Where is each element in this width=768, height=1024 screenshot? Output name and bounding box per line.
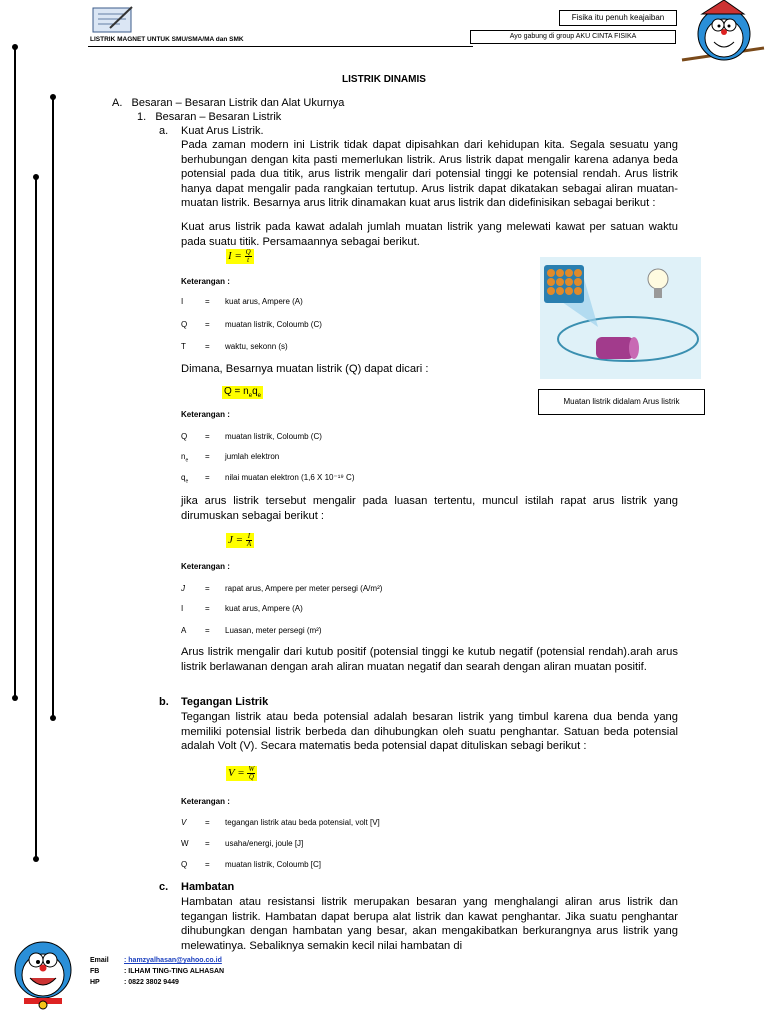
item-a-paragraph-3: Dimana, Besarnya muatan listrik (Q) dapat dicari : xyxy=(181,363,429,375)
item-b-label: b. xyxy=(159,696,169,708)
ket-desc: kuat arus, Ampere (A) xyxy=(225,604,303,613)
ket-symbol: Q xyxy=(181,432,188,441)
formula-current-den: t xyxy=(247,256,250,264)
footer-fb: : ILHAM TING-TING ALHASAN xyxy=(124,968,225,975)
ket-symbol: I xyxy=(181,604,184,613)
ket-desc: muatan listrik, Coloumb [C] xyxy=(225,860,322,869)
ket-desc: tegangan listrik atau beda potensial, volt [V] xyxy=(225,818,380,827)
ket-label-1: Keterangan : xyxy=(181,277,230,286)
page-title: LISTRIK DINAMIS xyxy=(342,74,426,85)
group-box: Ayo gabung di group AKU CINTA FISIKA xyxy=(470,30,676,44)
ket-desc: nilai muatan elektron (1,6 X 10⁻¹⁹ C) xyxy=(225,473,355,482)
left-rule-2-dot-top xyxy=(33,174,39,180)
formula-charge: $Q = n_eq_e$ xyxy=(224,386,261,399)
footer-hp-label: HP xyxy=(90,979,100,986)
header-subtitle: LISTRIK MAGNET UNTUK SMU/SMA/MA dan SMK xyxy=(90,36,244,43)
ket-symbol: $q_e$ xyxy=(181,473,189,485)
ket-label-3: Keterangan : xyxy=(181,562,230,571)
ket-symbol: J xyxy=(181,584,185,593)
ket-desc: Luasan, meter persegi (m²) xyxy=(225,626,322,635)
item-a-paragraph-2: Kuat arus listrik pada kawat adalah jumlah muatan listrik yang melewati kawat per satuan waktu pada suatu titik. Persamaannya sebagai berikut. xyxy=(181,221,678,248)
formula-current-density: J = $\frac{I}{A}$ xyxy=(226,533,254,548)
item-a-paragraph-1: Pada zaman modern ini Listrik tidak dapat dipisahkan dari kehidupan kita. Segala sesuatu yang berhubungan dengan kita pasti memerlukan listrik. Arus listrik dapat mengalir karena adanya beda potensial pada dua titik, arus listrik mengalir dari potensial tinggi ke potensial rendah. Arus listrik hanya dapat mengalir pada rangkaian tertutup. Arus listrik dapat dikatakan sebagai aliran muatan-muatan listrik. Besarnya arus litrik dinamakan kuat arus listrik dan didefinisikan sebagai berikut : xyxy=(181,139,678,209)
item-c-paragraph-1: Hambatan atau resistansi listrik merupakan besaran yang menghalangi aliran arus listrik dan tegangan listrik. Hambatan dapat berupa alat listrik dan kawat penghantar. Jika suatu penghantar dihubungkan dengan hambatan yang besar, akan mengakibatkan berkurangnya arus listrik yang melewatinya. Sebaliknya semakin kecil nilai hambatan di xyxy=(181,896,678,952)
item-a-label: a. xyxy=(159,125,169,137)
item-a-paragraph-5: Arus listrik mengalir dari kutub positif (potensial tinggi ke kutub negatif (potensial rendah).arah arus listrik berlawanan dengan arah aliran muatan negatif dan searah dengan aliran muatan positif. xyxy=(181,646,678,673)
footer-email-label: Email xyxy=(90,957,109,964)
ket-symbol: Q xyxy=(181,320,188,329)
header-rule xyxy=(88,46,473,47)
header-logo xyxy=(90,4,136,34)
ket-desc: kuat arus, Ampere (A) xyxy=(225,297,303,306)
item-c-label: c. xyxy=(159,881,169,893)
left-rule-1 xyxy=(14,48,16,698)
ket-symbol: V xyxy=(181,818,187,827)
ket-desc: usaha/energi, joule [J] xyxy=(225,839,304,848)
footer-fb-label: FB xyxy=(90,968,100,975)
formula-current-num: Q xyxy=(245,248,251,256)
ket-desc: rapat arus, Ampere per meter persegi (A/m²) xyxy=(225,584,383,593)
item-c-heading: Hambatan xyxy=(181,881,235,893)
ket-symbol: $n_e$ xyxy=(181,452,189,464)
left-rule-2-dot-bottom xyxy=(33,856,39,862)
item-b-paragraph-1: Tegangan listrik atau beda potensial adalah besaran listrik yang timbul karena dua benda yang memiliki potensial listrik berbeda dan dihubungkan oleh suatu penghantar. Satuan beda potensial adalah Volt (V). Secara matematis beda potensial dapat dituliskan sebagi berikut : xyxy=(181,711,678,752)
item-a-heading: Kuat Arus Listrik. xyxy=(181,125,264,137)
footer-hp: : 0822 3802 9449 xyxy=(124,979,179,986)
item-a-paragraph-4: jika arus listrik tersebut mengalir pada luasan tertentu, muncul istilah rapat arus listrik yang dirumuskan sebagai berikut : xyxy=(181,495,678,522)
formula-current-lhs: I = xyxy=(228,250,242,263)
figure-caption: Muatan listrik didalam Arus listrik xyxy=(538,389,705,415)
ket-label-2: Keterangan : xyxy=(181,410,230,419)
left-rule-1-dot-top xyxy=(12,44,18,50)
formula-current xyxy=(226,249,254,264)
section-a-heading: A. Besaran – Besaran Listrik dan Alat Ukurnya xyxy=(112,97,345,109)
ket-symbol: A xyxy=(181,626,187,635)
ket-desc: muatan listrik, Coloumb (C) xyxy=(225,432,322,441)
left-rule-1-dot-bottom xyxy=(12,695,18,701)
subsection-1-heading: 1. Besaran – Besaran Listrik xyxy=(137,111,282,123)
ket-desc: muatan listrik, Coloumb (C) xyxy=(225,320,322,329)
notebook-icon xyxy=(90,4,136,34)
ket-label-4: Keterangan : xyxy=(181,797,230,806)
left-rule-3-dot-top xyxy=(50,94,56,100)
charge-flow-illustration xyxy=(540,257,701,379)
motto-box: Fisika itu penuh keajaiban xyxy=(559,10,677,26)
left-rule-3-dot-bottom xyxy=(50,715,56,721)
doraemon-bottom-image xyxy=(8,938,78,1012)
ket-symbol: Q xyxy=(181,860,188,869)
ket-desc: waktu, sekonn (s) xyxy=(225,342,288,351)
item-b-heading: Tegangan Listrik xyxy=(181,696,269,708)
current-figure xyxy=(540,257,701,379)
footer-email-link[interactable]: : hamzyalhasan@yahoo.co.id xyxy=(124,957,222,964)
formula-voltage: V = $\frac{W}{Q}$ xyxy=(226,766,257,781)
ket-symbol: I xyxy=(181,297,184,306)
left-rule-2 xyxy=(35,178,37,858)
left-rule-3 xyxy=(52,98,54,718)
ket-symbol: W xyxy=(181,839,189,848)
ket-desc: jumlah elektron xyxy=(225,452,280,461)
doraemon-top-image xyxy=(680,0,766,74)
ket-symbol: T xyxy=(181,342,186,351)
